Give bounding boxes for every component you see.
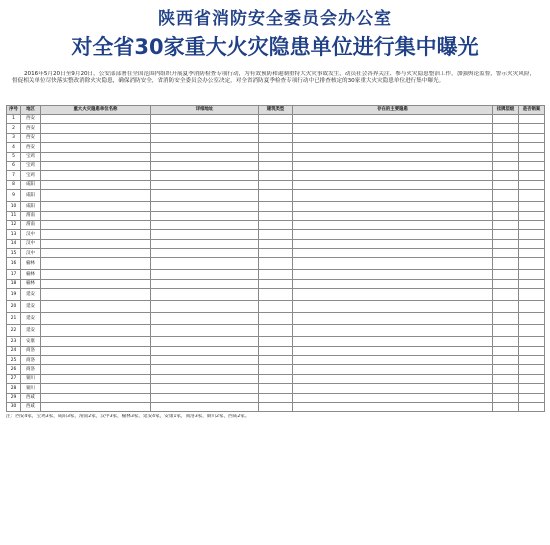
table-row: [7, 143, 545, 152]
table-row: [7, 115, 545, 124]
table-cell: 14: [7, 239, 21, 248]
table-cell: 西安: [21, 124, 41, 133]
table-cell: [493, 325, 519, 337]
table-cell: [519, 211, 545, 220]
table-cell: 9: [7, 190, 21, 202]
table-cell: [151, 325, 259, 337]
table-cell: [151, 393, 259, 402]
table-cell: [259, 393, 293, 402]
table-cell: [151, 239, 259, 248]
table-cell: [293, 115, 493, 124]
table-cell: [519, 230, 545, 239]
table-cell: [151, 171, 259, 180]
table-cell: [293, 393, 493, 402]
table-cell: [293, 384, 493, 393]
table-cell: [293, 325, 493, 337]
table-cell: [151, 356, 259, 365]
table-cell: [41, 249, 151, 258]
table-cell: [519, 313, 545, 325]
table-cell: [519, 325, 545, 337]
table-cell: [259, 239, 293, 248]
table-cell: [293, 365, 493, 374]
column-header: 建筑类型: [259, 106, 293, 115]
column-header: 详细地址: [151, 106, 259, 115]
table-cell: 24: [7, 346, 21, 355]
intro-paragraph: 2016年5月20日至9月20日，公安部部署在全国范围内组织开展夏季消防检查专项行动，为有效预防和遏制重特大火灾事故发生，动员社会各界关注、参与火灾隐患整治工作，加强舆论监督，警示火灾风险，督促相关单位尽快落实整改消除火灾隐患，确保消防安全，省消防安全委员会办公室决定，对全省消防夏季检查专项行动中已排查核定的30家重大火灾隐患单位进行集中曝光。: [12, 71, 536, 85]
table-cell: [151, 133, 259, 142]
table-cell: [259, 133, 293, 142]
table-cell: [493, 190, 519, 202]
table-cell: [259, 143, 293, 152]
table-cell: 23: [7, 337, 21, 346]
table-body: [7, 115, 545, 412]
table-cell: [259, 220, 293, 229]
table-cell: 宝鸡: [21, 171, 41, 180]
table-cell: [519, 402, 545, 411]
table-cell: [259, 337, 293, 346]
table-cell: [293, 270, 493, 279]
table-cell: [519, 190, 545, 202]
table-cell: 商洛: [21, 356, 41, 365]
table-cell: 榆林: [21, 279, 41, 288]
table-row: [7, 171, 545, 180]
table-cell: 30: [7, 402, 21, 411]
column-header: 存在的主要隐患: [293, 106, 493, 115]
table-cell: [41, 374, 151, 383]
footnote: 注：西安4家，宝鸡3家，咸阳3家，渭南2家，汉中3家，榆林3家，延安4家，安康1家，商洛3家，铜川2家，西咸2家。: [6, 414, 250, 420]
table-row: [7, 220, 545, 229]
table-cell: [41, 356, 151, 365]
table-cell: [293, 190, 493, 202]
table-cell: [293, 249, 493, 258]
table-cell: [493, 249, 519, 258]
table-cell: [41, 152, 151, 161]
table-cell: [493, 313, 519, 325]
table-cell: [151, 289, 259, 301]
table-cell: [493, 258, 519, 270]
table-cell: 8: [7, 180, 21, 189]
table-cell: [41, 279, 151, 288]
table-row: [7, 230, 545, 239]
table-row: [7, 258, 545, 270]
table-cell: 13: [7, 230, 21, 239]
table-cell: [41, 161, 151, 170]
table-cell: [293, 337, 493, 346]
table-cell: [293, 124, 493, 133]
table-cell: [41, 393, 151, 402]
table-cell: [519, 249, 545, 258]
table-cell: [293, 346, 493, 355]
table-cell: [493, 220, 519, 229]
table-cell: [41, 143, 151, 152]
table-cell: [151, 202, 259, 211]
table-cell: [259, 289, 293, 301]
table-cell: [151, 115, 259, 124]
table-cell: [493, 161, 519, 170]
table-cell: [493, 356, 519, 365]
table-cell: [293, 301, 493, 313]
hazard-table: [6, 105, 545, 412]
table-cell: [519, 384, 545, 393]
table-cell: 榆林: [21, 258, 41, 270]
table-row: [7, 384, 545, 393]
table-row: [7, 393, 545, 402]
table-cell: 25: [7, 356, 21, 365]
table-cell: [151, 346, 259, 355]
table-cell: [41, 365, 151, 374]
table-cell: [519, 115, 545, 124]
table-cell: [41, 289, 151, 301]
table-cell: 20: [7, 301, 21, 313]
table-cell: [493, 124, 519, 133]
table-row: [7, 124, 545, 133]
table-cell: [519, 301, 545, 313]
table-cell: 19: [7, 289, 21, 301]
table-cell: [519, 152, 545, 161]
table-cell: [519, 365, 545, 374]
table-cell: [493, 301, 519, 313]
table-cell: 咸阳: [21, 202, 41, 211]
table-cell: [41, 239, 151, 248]
table-cell: [41, 346, 151, 355]
table-cell: [519, 346, 545, 355]
table-cell: [259, 180, 293, 189]
table-cell: 11: [7, 211, 21, 220]
table-cell: [259, 402, 293, 411]
table-cell: [293, 230, 493, 239]
table-header-row: [7, 106, 545, 115]
table-cell: [493, 384, 519, 393]
table-cell: [519, 289, 545, 301]
table-cell: 汉中: [21, 239, 41, 248]
table-cell: 17: [7, 270, 21, 279]
table-cell: [151, 180, 259, 189]
table-cell: 西安: [21, 115, 41, 124]
table-cell: [293, 171, 493, 180]
table-cell: [151, 143, 259, 152]
table-cell: [41, 230, 151, 239]
table-row: [7, 211, 545, 220]
table-cell: [151, 152, 259, 161]
table-cell: [293, 374, 493, 383]
table-cell: 26: [7, 365, 21, 374]
table-cell: [493, 152, 519, 161]
table-cell: [41, 325, 151, 337]
table-cell: [41, 180, 151, 189]
table-cell: [519, 161, 545, 170]
table-row: [7, 133, 545, 142]
table-cell: 咸阳: [21, 190, 41, 202]
table-cell: 4: [7, 143, 21, 152]
table-cell: 延安: [21, 289, 41, 301]
table-cell: 西安: [21, 133, 41, 142]
table-cell: 延安: [21, 313, 41, 325]
table-cell: [293, 133, 493, 142]
table-cell: [41, 384, 151, 393]
table-cell: [493, 230, 519, 239]
table-cell: 宝鸡: [21, 161, 41, 170]
table-cell: [293, 211, 493, 220]
table-cell: [293, 356, 493, 365]
table-cell: [259, 301, 293, 313]
table-cell: 6: [7, 161, 21, 170]
table-cell: 榆林: [21, 270, 41, 279]
table-cell: [519, 279, 545, 288]
table-cell: [519, 124, 545, 133]
table-cell: 西咸: [21, 393, 41, 402]
table-cell: 商洛: [21, 346, 41, 355]
column-header: 重大火灾隐患单位名称: [41, 106, 151, 115]
table-cell: [493, 374, 519, 383]
table-cell: 5: [7, 152, 21, 161]
table-cell: 铜川: [21, 374, 41, 383]
table-cell: [151, 402, 259, 411]
table-cell: 7: [7, 171, 21, 180]
table-cell: [151, 249, 259, 258]
table-cell: 延安: [21, 301, 41, 313]
table-cell: [493, 337, 519, 346]
table-cell: 15: [7, 249, 21, 258]
table-cell: [293, 180, 493, 189]
table-cell: [519, 180, 545, 189]
table-cell: 西咸: [21, 402, 41, 411]
table-cell: [151, 313, 259, 325]
table-cell: 宝鸡: [21, 152, 41, 161]
table-cell: [259, 325, 293, 337]
table-cell: [519, 220, 545, 229]
table-cell: 1: [7, 115, 21, 124]
table-cell: [259, 346, 293, 355]
table-cell: 18: [7, 279, 21, 288]
table-cell: 2: [7, 124, 21, 133]
table-row: [7, 289, 545, 301]
table-cell: 16: [7, 258, 21, 270]
table-cell: [151, 124, 259, 133]
table-cell: [519, 356, 545, 365]
table-cell: [41, 115, 151, 124]
table-cell: [493, 270, 519, 279]
table-cell: [41, 124, 151, 133]
table-row: [7, 190, 545, 202]
table-cell: [493, 239, 519, 248]
table-cell: [259, 211, 293, 220]
table-cell: [259, 270, 293, 279]
table-cell: 渭南: [21, 220, 41, 229]
table-cell: [519, 393, 545, 402]
table-cell: [151, 161, 259, 170]
table-cell: [259, 384, 293, 393]
table-row: [7, 239, 545, 248]
table-cell: 商洛: [21, 365, 41, 374]
table-cell: [293, 313, 493, 325]
table-cell: 汉中: [21, 230, 41, 239]
table-cell: 咸阳: [21, 180, 41, 189]
table-cell: [493, 289, 519, 301]
page-title: 对全省30家重大火灾隐患单位进行集中曝光: [71, 35, 479, 59]
table-cell: [151, 211, 259, 220]
table-cell: [293, 402, 493, 411]
table-cell: [493, 143, 519, 152]
table-cell: [493, 133, 519, 142]
table-cell: [493, 279, 519, 288]
table-row: [7, 249, 545, 258]
table-row: [7, 325, 545, 337]
table-row: [7, 402, 545, 411]
table-cell: [151, 230, 259, 239]
table-cell: [151, 270, 259, 279]
table-cell: [293, 279, 493, 288]
table-cell: [519, 202, 545, 211]
table-cell: [493, 365, 519, 374]
table-cell: [151, 190, 259, 202]
table-cell: [259, 190, 293, 202]
table-cell: [519, 258, 545, 270]
table-cell: [41, 270, 151, 279]
table-cell: [151, 301, 259, 313]
table-cell: [41, 337, 151, 346]
table-cell: [151, 384, 259, 393]
table-cell: [259, 249, 293, 258]
table-row: [7, 365, 545, 374]
table-row: [7, 180, 545, 189]
table-cell: [519, 133, 545, 142]
table-cell: [151, 337, 259, 346]
table-cell: 22: [7, 325, 21, 337]
table-cell: [259, 313, 293, 325]
table-cell: [293, 161, 493, 170]
table-cell: [151, 258, 259, 270]
table-row: [7, 337, 545, 346]
table-row: [7, 202, 545, 211]
table-cell: [293, 143, 493, 152]
table-cell: 10: [7, 202, 21, 211]
table-cell: 29: [7, 393, 21, 402]
table-cell: [41, 402, 151, 411]
table-row: [7, 356, 545, 365]
table-cell: [519, 143, 545, 152]
column-header: 地区: [21, 106, 41, 115]
table-cell: [259, 115, 293, 124]
table-cell: [493, 171, 519, 180]
issuing-organization: 陕西省消防安全委员会办公室: [158, 9, 392, 29]
table-cell: [41, 171, 151, 180]
table-cell: [41, 211, 151, 220]
table-cell: [259, 230, 293, 239]
table-cell: [293, 202, 493, 211]
table-cell: 安康: [21, 337, 41, 346]
table-cell: [293, 152, 493, 161]
table-row: [7, 152, 545, 161]
column-header: 是否销案: [519, 106, 545, 115]
table-cell: [41, 202, 151, 211]
table-cell: 西安: [21, 143, 41, 152]
table-row: [7, 313, 545, 325]
table-row: [7, 161, 545, 170]
table-cell: [151, 374, 259, 383]
table-cell: 12: [7, 220, 21, 229]
table-cell: [519, 239, 545, 248]
table-cell: 28: [7, 384, 21, 393]
table-row: [7, 270, 545, 279]
column-header: 序号: [7, 106, 21, 115]
table-cell: [259, 161, 293, 170]
table-cell: [41, 190, 151, 202]
table-cell: 21: [7, 313, 21, 325]
table-cell: [519, 270, 545, 279]
table-cell: [151, 279, 259, 288]
table-cell: [259, 152, 293, 161]
column-header: 挂牌层级: [493, 106, 519, 115]
table-cell: [259, 365, 293, 374]
table-cell: [41, 258, 151, 270]
table-cell: [293, 239, 493, 248]
table-cell: [293, 258, 493, 270]
table-cell: [293, 289, 493, 301]
table-cell: [493, 180, 519, 189]
table-cell: 3: [7, 133, 21, 142]
table-cell: 渭南: [21, 211, 41, 220]
table-cell: [519, 337, 545, 346]
table-cell: [493, 402, 519, 411]
table-cell: [493, 202, 519, 211]
table-cell: [259, 124, 293, 133]
table-row: [7, 279, 545, 288]
table-cell: [493, 346, 519, 355]
table-cell: 延安: [21, 325, 41, 337]
table-cell: 汉中: [21, 249, 41, 258]
table-row: [7, 301, 545, 313]
table-cell: [259, 374, 293, 383]
table-cell: [493, 115, 519, 124]
table-row: [7, 374, 545, 383]
table-cell: [259, 356, 293, 365]
table-cell: [151, 365, 259, 374]
table-cell: [293, 220, 493, 229]
table-cell: [493, 393, 519, 402]
table-row: [7, 346, 545, 355]
table-cell: [41, 220, 151, 229]
table-cell: [259, 258, 293, 270]
table-cell: [519, 171, 545, 180]
table-cell: 27: [7, 374, 21, 383]
table-cell: [259, 279, 293, 288]
table-cell: [41, 313, 151, 325]
table-cell: [519, 374, 545, 383]
table-cell: [259, 171, 293, 180]
table-cell: [151, 220, 259, 229]
table-cell: [493, 211, 519, 220]
table-cell: [41, 133, 151, 142]
table-cell: 铜川: [21, 384, 41, 393]
table-cell: [259, 202, 293, 211]
table-cell: [41, 301, 151, 313]
